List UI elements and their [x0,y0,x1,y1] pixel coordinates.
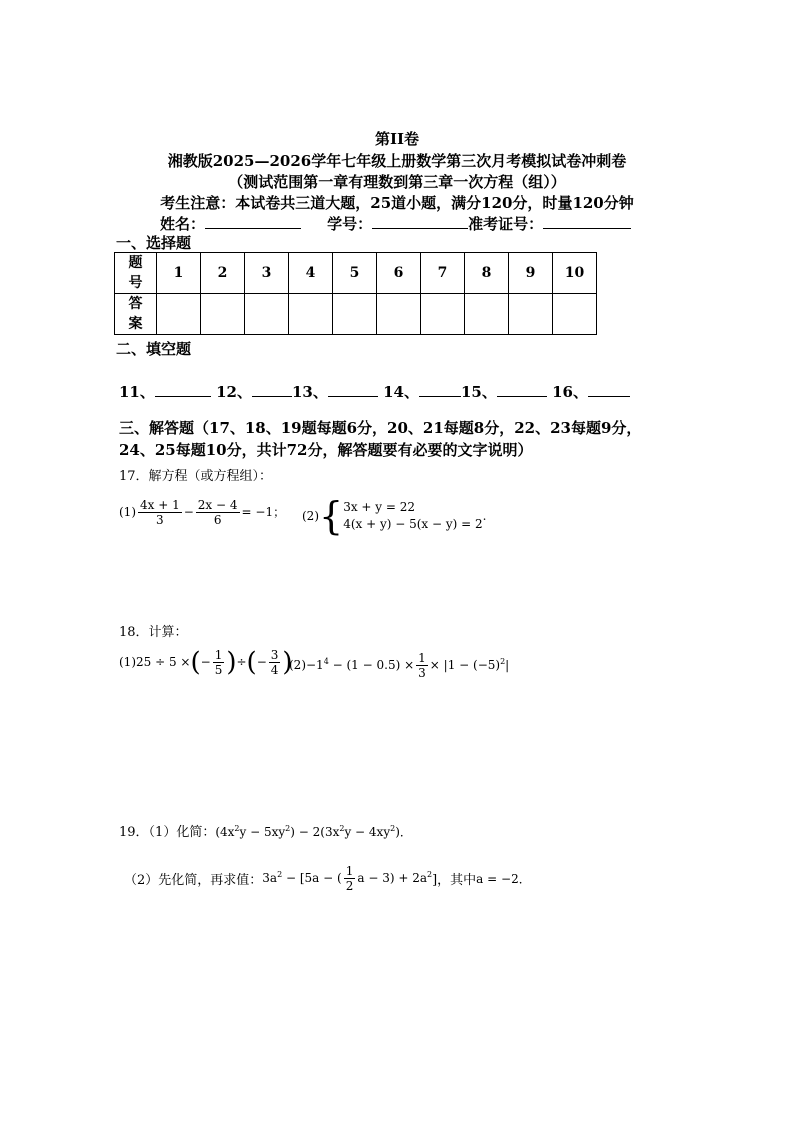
table-cell-number: 5 [333,253,377,294]
denominator: 3 [156,513,164,527]
answer-cell[interactable] [289,294,333,335]
answer-cell[interactable] [245,294,289,335]
blank-13[interactable] [328,382,378,397]
expr-text: × |1 − (−5) [429,658,501,672]
blank-label-16: 16、 [552,383,588,401]
q19-part1-label: 19．（1）化简： [119,825,216,840]
q19-part2-expr [262,864,433,893]
expr-text: ) − 2(3x [290,825,340,839]
fraction [138,498,182,527]
numerator: 4x + 1 [140,498,180,512]
denominator: 3 [418,666,426,680]
table-cell-number: 8 [465,253,509,294]
right-paren: ) [226,647,237,678]
blank-12[interactable] [252,382,292,397]
blank-label-14: 14、 [383,383,419,401]
q19-part2-label: （2）先化简，再求值： [124,873,263,888]
denominator: 6 [213,513,222,527]
answer-cell[interactable] [201,294,245,335]
q18-part1: (1)25 ÷ 5 ×(− $\frac{1}{5}$ )÷(− $\frac{3}{4}$ ) [119,647,293,678]
exponent: 2 [427,870,433,879]
section2-title: 二、填空题 [116,340,192,358]
left-paren: ( [190,647,201,678]
section3-title-line2: 24、25每题10分，共计72分，解答题要有必要的文字说明） [119,441,533,459]
expr-text: 25 ÷ 5 × [136,655,191,669]
system-brace: { [319,494,344,538]
table-cell-number: 9 [509,253,553,294]
q19-part1-expr [215,825,412,839]
q19-part1 [119,821,412,840]
denominator: 5 [214,663,223,677]
denominator: 2 [345,879,354,893]
equation-rhs: = −1； [241,505,286,519]
exponent: 2 [277,870,283,879]
id-field[interactable] [372,214,468,229]
end-period: . [482,509,487,523]
table-cell-number: 4 [289,253,333,294]
condition-text: ]，其中 [432,873,477,888]
exponent: 2 [285,824,291,833]
equation-2: 4(x + y) − 5(x − y) = 2 [343,517,483,531]
volume-title: 第II卷 [374,130,420,148]
equation-system [343,499,482,533]
q17-part1 [119,498,285,527]
row-header-number: 题号 [115,253,157,294]
answer-cell[interactable] [333,294,377,335]
id-label: 学号： [327,215,373,233]
q17-title: 17．解方程（或方程组）： [119,469,273,484]
table-row-answers [115,294,597,335]
expr-text: )． [395,825,412,839]
blank-label-11: 11、 [119,383,155,401]
blank-16[interactable] [588,382,630,397]
blank-11[interactable] [155,382,211,397]
answer-cell[interactable] [465,294,509,335]
left-paren: ( [246,647,257,678]
section1-title: 一、选择题 [116,234,192,252]
q19-part2 [124,864,531,893]
q18-part2 [289,651,509,680]
expr-text: a − 3) + 2a [357,871,427,885]
q18-title: 18．计算： [119,625,188,640]
numerator: 1 [418,651,426,665]
ticket-field[interactable] [543,214,631,229]
fraction [269,648,281,677]
table-row-numbers [115,253,597,294]
expr-text: y − 4xy [344,825,391,839]
blank-15[interactable] [497,382,547,397]
name-field[interactable] [205,214,301,229]
right-paren: ) [282,647,293,678]
fraction [416,651,428,680]
table-cell-number: 3 [245,253,289,294]
expr-text: y − 5xy [239,825,286,839]
numerator: 3 [270,648,279,662]
minus-sign: − [183,505,194,519]
expr-text: − (1 − 0.5) × [332,658,415,672]
answer-cell[interactable] [509,294,553,335]
section3-title-line1: 三、解答题（17、18、19题每题6分，20、21每题8分，22、23每题9分， [119,419,642,437]
table-cell-number: 6 [377,253,421,294]
q17-part2 [302,494,487,538]
exam-scope: （测试范围第一章有理数到第三章一次方程（组）） [228,173,566,191]
table-cell-number: 7 [421,253,465,294]
q17-part2-label: (2) [302,509,319,523]
exam-title: 湘教版2025—2026学年七年级上册数学第三次月考模拟试卷冲刺卷 [167,152,627,170]
table-cell-number: 1 [157,253,201,294]
denominator: 4 [270,663,279,677]
exponent: 2 [390,824,396,833]
exam-notice: 考生注意：本试卷共三道大题，25道小题，满分120分，时量120分钟 [160,194,634,212]
expr-text: −1 [306,658,324,672]
answer-table [114,252,597,335]
answer-cell[interactable] [157,294,201,335]
name-label: 姓名： [160,215,206,233]
abs-bar: | [505,658,510,672]
fraction [344,864,356,893]
row-header-answer: 答案 [115,294,157,335]
expr-text: (4x [215,825,235,839]
exponent: 2 [234,824,240,833]
blank-label-13: 13、 [291,383,328,401]
fraction [196,498,240,527]
divide-sign: ÷ [236,655,247,669]
table-cell-number: 10 [553,253,597,294]
exponent: 4 [323,657,329,666]
exponent: 2 [339,824,345,833]
answer-cell[interactable] [377,294,421,335]
table-cell-number: 2 [201,253,245,294]
blank-label-15: 15、 [460,383,497,401]
student-info [160,213,631,234]
answer-cell[interactable] [553,294,597,335]
blank-14[interactable] [419,382,461,397]
blank-label-12: 12、 [216,383,252,401]
ticket-label: 准考证号： [468,215,544,233]
numerator: 2x − 4 [197,498,238,512]
expr-text: − [5a − ( [286,871,342,885]
exponent: 2 [500,657,506,666]
numerator: 1 [345,864,354,878]
numerator: 1 [214,648,223,662]
condition-value: a = −2． [476,872,531,886]
equation-1: 3x + y = 22 [343,500,416,514]
q17-part1-label: (1) [119,505,136,519]
fill-blank-line [119,381,630,402]
fraction [213,648,225,677]
answer-cell[interactable] [421,294,465,335]
q18-part2-label: (2) [289,658,306,672]
expr-text: 3a [262,871,278,885]
q18-part1-label: (1) [119,655,136,669]
